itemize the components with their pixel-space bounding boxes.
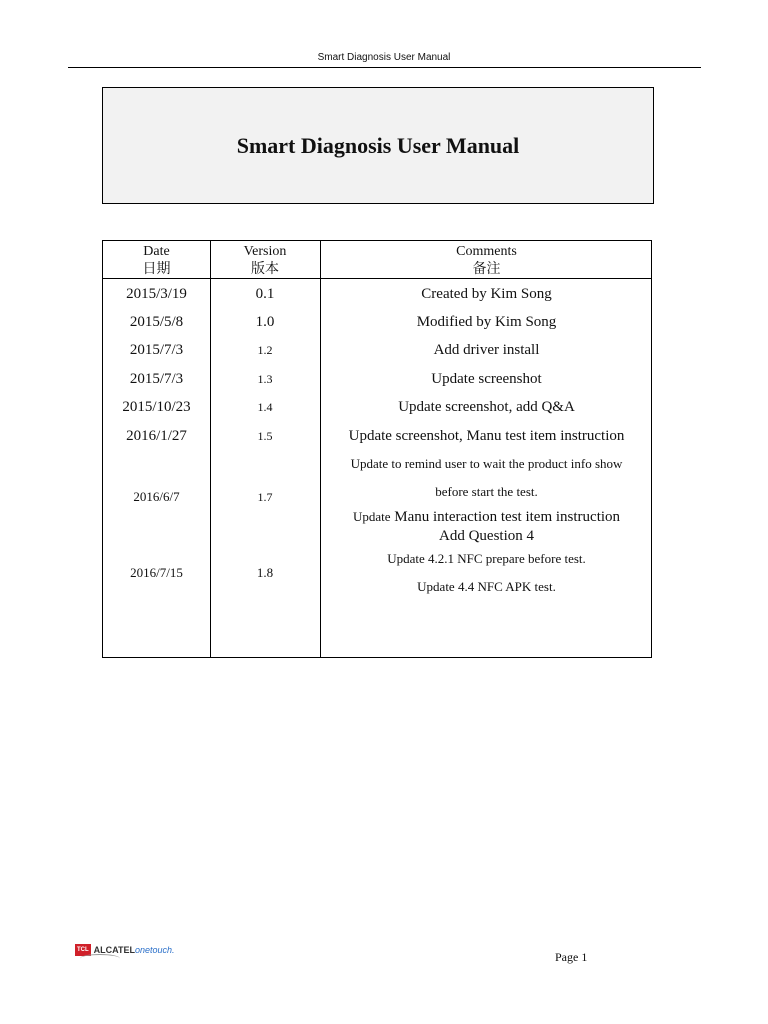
column-divider <box>210 241 211 657</box>
row-version: 1.2 <box>257 343 273 357</box>
running-header: Smart Diagnosis User Manual <box>317 52 451 63</box>
document-title: Smart Diagnosis User Manual <box>236 132 520 158</box>
row-comment-line: Update 4.2.1 NFC prepare before test. <box>387 551 586 566</box>
row-comment-line: before start the test. <box>435 484 538 499</box>
row-version: 1.3 <box>257 372 273 386</box>
header-version: Version 版本 <box>243 244 287 277</box>
row-version: 1.5 <box>257 429 273 443</box>
row-date: 2016/7/15 <box>130 565 183 580</box>
header-date: Date 日期 <box>142 244 171 277</box>
revision-table <box>102 240 652 658</box>
row-comment: Update screenshot <box>431 371 542 387</box>
row-version: 1.4 <box>257 400 273 414</box>
column-divider <box>320 241 321 657</box>
row-date: 2015/7/3 <box>129 371 184 387</box>
title-box <box>102 87 654 204</box>
header-comments: Comments 备注 <box>456 244 517 277</box>
row-comment-line: Update Manu interaction test item instruction <box>352 509 621 525</box>
row-date: 2016/1/27 <box>126 428 187 444</box>
row-comment-line: Update 4.4 NFC APK test. <box>417 579 556 594</box>
row-comment-line: Add Question 4 <box>439 528 534 544</box>
row-date: 2016/6/7 <box>133 489 180 504</box>
logo-swoosh-icon <box>80 954 120 963</box>
row-version: 0.1 <box>255 286 275 302</box>
row-version: 1.0 <box>255 314 275 330</box>
logo-badge: TCL <box>75 944 91 956</box>
page-number: Page 1 <box>555 950 588 964</box>
row-date: 2015/10/23 <box>122 399 191 415</box>
row-date: 2015/3/19 <box>126 286 187 302</box>
row-version: 1.8 <box>256 565 274 580</box>
row-date: 2015/5/8 <box>129 314 184 330</box>
row-comment: Update screenshot, add Q&A <box>398 399 575 415</box>
row-comment: Add driver install <box>433 342 540 358</box>
header-divider <box>68 67 701 68</box>
row-comment: Modified by Kim Song <box>416 314 557 330</box>
row-date: 2015/7/3 <box>129 342 184 358</box>
row-comment-line: Update to remind user to wait the product info show <box>350 456 623 471</box>
row-comment: Created by Kim Song <box>421 286 552 302</box>
row-comment: Update screenshot, Manu test item instruction <box>348 428 625 444</box>
row-version: 1.7 <box>257 490 273 504</box>
logo-wordmark: ALCATELonetouch. <box>93 945 175 955</box>
